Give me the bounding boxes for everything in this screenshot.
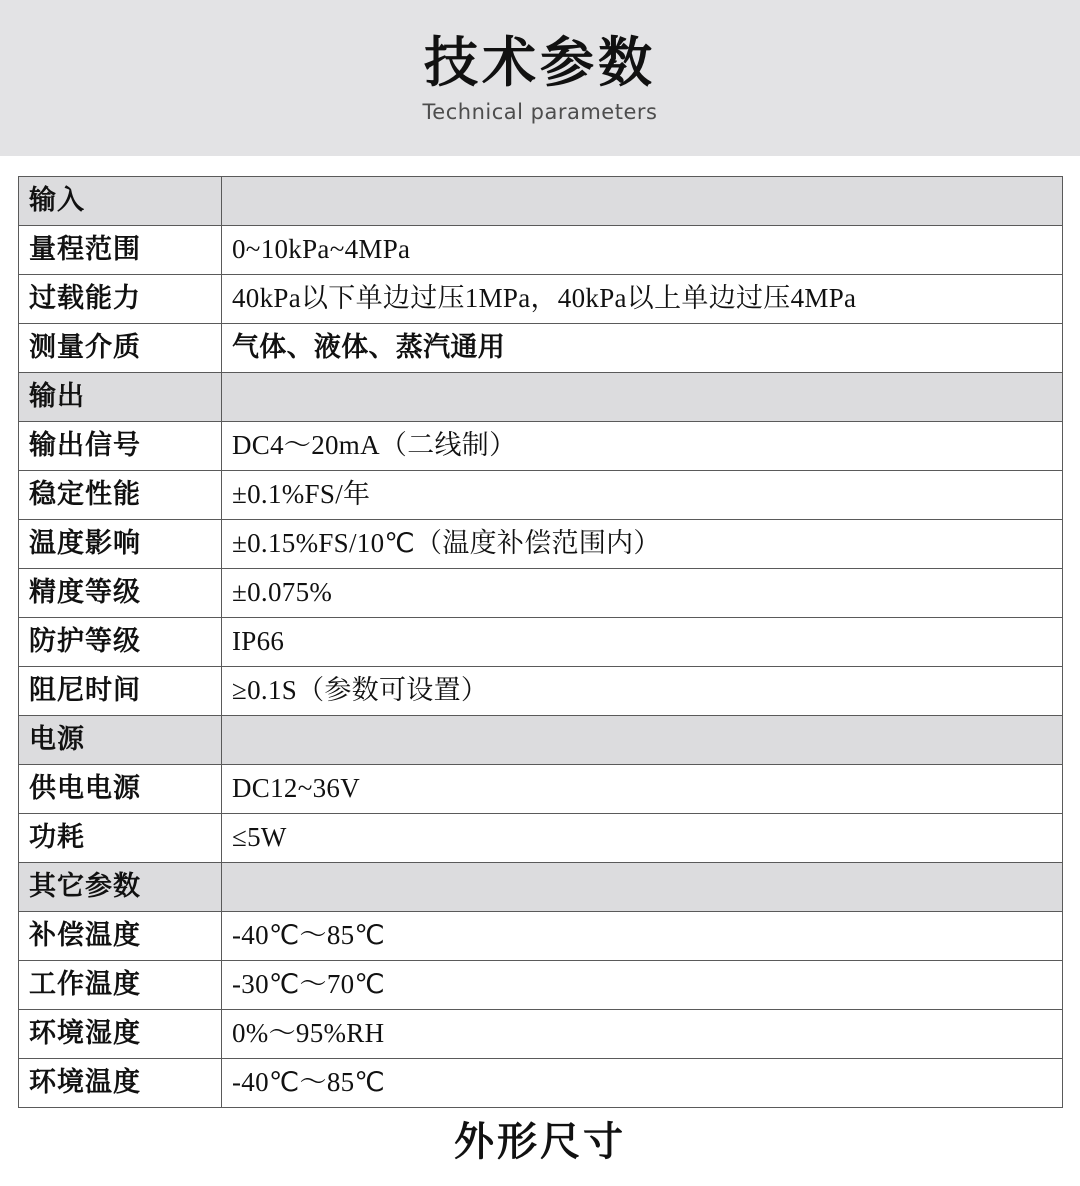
table-row-value: 0%～95%RH: [222, 1010, 1063, 1059]
table-row: [19, 422, 1063, 471]
table-row-label: 防护等级: [19, 618, 222, 667]
table-row-label: 工作温度: [19, 961, 222, 1010]
table-row-label: 供电电源: [19, 765, 222, 814]
table-row-label: 量程范围: [19, 226, 222, 275]
dimensions-section-title: 外形尺寸: [454, 1119, 626, 1165]
table-row-label: 环境湿度: [19, 1010, 222, 1059]
table-row: [19, 520, 1063, 569]
table-row: [19, 275, 1063, 324]
table-row-label: 电源: [19, 716, 222, 765]
table-row-value: ±0.075%: [222, 569, 1063, 618]
table-row-value: [222, 716, 1063, 765]
table-row: [19, 765, 1063, 814]
table-row-value: ≤5W: [222, 814, 1063, 863]
table-row-value: [222, 177, 1063, 226]
table-section-row: [19, 373, 1063, 422]
table-row-value: ±0.15%FS/10℃（温度补偿范围内）: [222, 520, 1063, 569]
table-row-value: DC4～20mA（二线制）: [222, 422, 1063, 471]
page-header-band: [0, 0, 1080, 156]
table-row-label: 输出: [19, 373, 222, 422]
table-row-label: 输出信号: [19, 422, 222, 471]
table-row-label: 环境温度: [19, 1059, 222, 1108]
table-row-value: DC12~36V: [222, 765, 1063, 814]
page-title: 技术参数: [424, 31, 656, 94]
table-row-label: 过载能力: [19, 275, 222, 324]
table-row-value: [222, 373, 1063, 422]
table-row-label: 补偿温度: [19, 912, 222, 961]
table-row-value: -40℃～85℃: [222, 912, 1063, 961]
technical-parameters-table: [18, 176, 1063, 1108]
table-section-row: [19, 863, 1063, 912]
table-row-value: 40kPa以下单边过压1MPa，40kPa以上单边过压4MPa: [222, 275, 1063, 324]
table-row-value: IP66: [222, 618, 1063, 667]
table-row: [19, 1010, 1063, 1059]
table-row: [19, 1059, 1063, 1108]
table-row-label: 功耗: [19, 814, 222, 863]
table-row-label: 稳定性能: [19, 471, 222, 520]
table-row-value: 0~10kPa~4MPa: [222, 226, 1063, 275]
table-row: [19, 667, 1063, 716]
spec-table-container: [18, 176, 1063, 1108]
table-row: [19, 961, 1063, 1010]
table-row-label: 测量介质: [19, 324, 222, 373]
table-row: [19, 324, 1063, 373]
table-row-label: 输入: [19, 177, 222, 226]
table-row: [19, 814, 1063, 863]
table-row-value: [222, 863, 1063, 912]
table-row-value: -30℃～70℃: [222, 961, 1063, 1010]
table-row: [19, 471, 1063, 520]
table-row-label: 其它参数: [19, 863, 222, 912]
table-row: [19, 618, 1063, 667]
table-row-value: -40℃～85℃: [222, 1059, 1063, 1108]
table-section-row: [19, 177, 1063, 226]
table-row-value: ±0.1%FS/年: [222, 471, 1063, 520]
table-row-label: 精度等级: [19, 569, 222, 618]
table-row: [19, 569, 1063, 618]
table-row-value: 气体、液体、蒸汽通用: [222, 324, 1063, 373]
table-row: [19, 912, 1063, 961]
page-subtitle: Technical parameters: [422, 100, 658, 124]
table-section-row: [19, 716, 1063, 765]
table-row-label: 温度影响: [19, 520, 222, 569]
table-row-label: 阻尼时间: [19, 667, 222, 716]
table-row-value: ≥0.1S（参数可设置）: [222, 667, 1063, 716]
table-row: [19, 226, 1063, 275]
